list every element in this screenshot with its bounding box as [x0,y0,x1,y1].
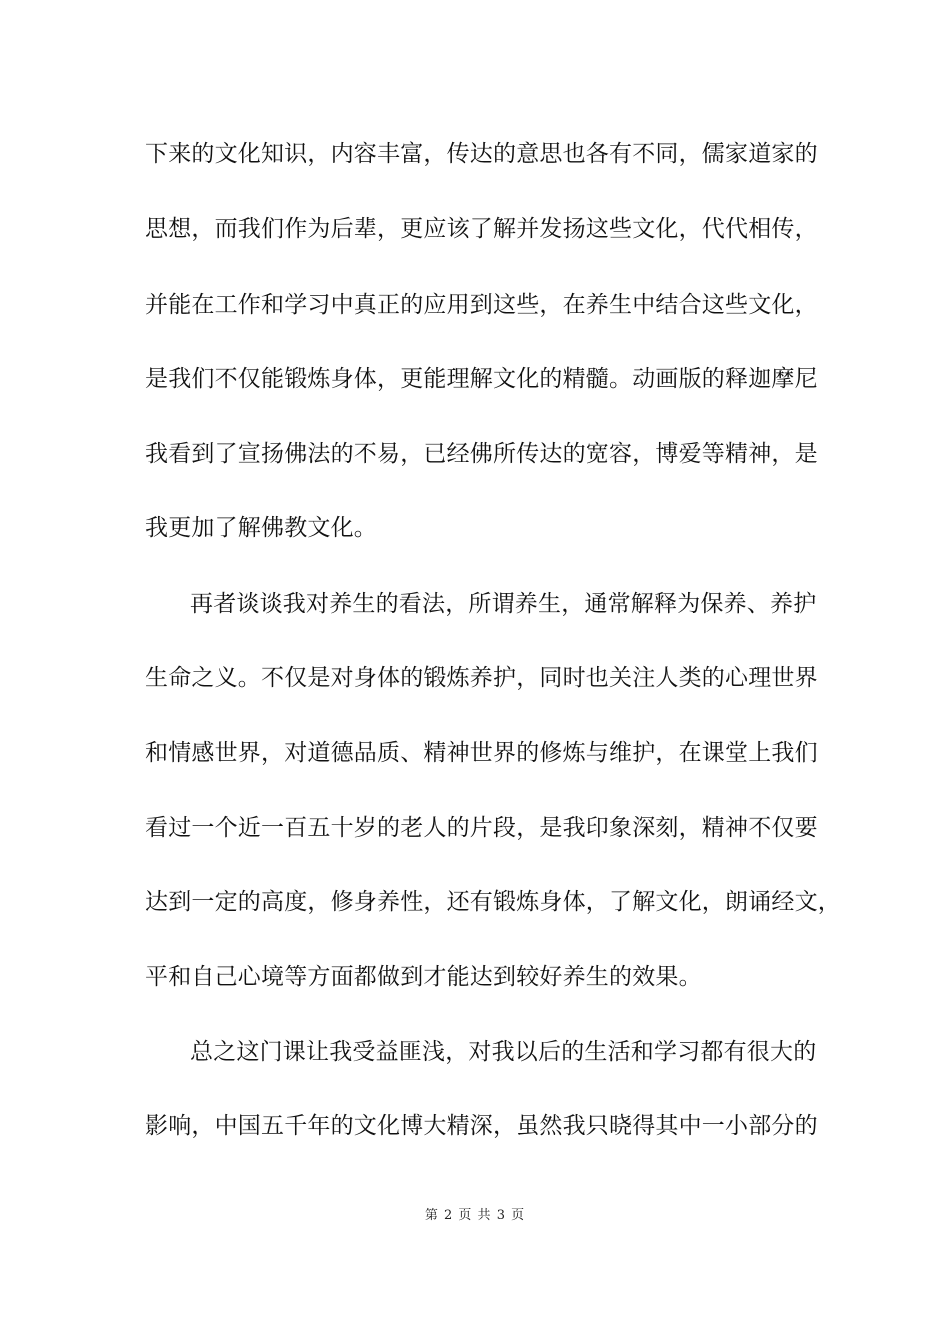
paragraph-2-line-1: 再者谈谈我对养生的看法，所谓养生，通常解释为保养、养护 [190,591,817,617]
paragraph-1-line-1: 下来的文化知识，内容丰富，传达的意思也各有不同，儒家道家的 [145,141,818,167]
paragraph-3-line-1: 总之这门课让我受益匪浅，对我以后的生活和学习都有很大的 [190,1039,817,1065]
page-number-footer: 第 2 页 共 3 页 [424,1208,526,1223]
paragraph-2-line-3: 和情感世界，对道德品质、精神世界的修炼与维护，在课堂上我们 [145,740,818,766]
paragraph-2-line-4: 看过一个近一百五十岁的老人的片段，是我印象深刻，精神不仅要 [145,815,818,841]
paragraph-1-line-6: 我更加了解佛教文化。 [145,515,377,541]
paragraph-1-line-3: 并能在工作和学习中真正的应用到这些，在养生中结合这些文化， [145,292,818,318]
paragraph-1-line-4: 是我们不仅能锻炼身体，更能理解文化的精髓。动画版的释迦摩尼 [145,366,818,392]
paragraph-1-line-5: 我看到了宣扬佛法的不易，已经佛所传达的宽容，博爱等精神，是 [145,441,818,467]
paragraph-3-line-2: 影响，中国五千年的文化博大精深，虽然我只晓得其中一小部分的 [145,1113,818,1139]
paragraph-1-line-2: 思想，而我们作为后辈，更应该了解并发扬这些文化，代代相传， [145,216,818,242]
paragraph-2-line-5: 达到一定的高度，修身养性，还有锻炼身体，了解文化，朗诵经文， [145,889,841,915]
paragraph-2-line-2: 生命之义。不仅是对身体的锻炼养护，同时也关注人类的心理世界 [145,665,818,691]
paragraph-2-line-6: 平和自己心境等方面都做到才能达到较好养生的效果。 [145,964,702,990]
